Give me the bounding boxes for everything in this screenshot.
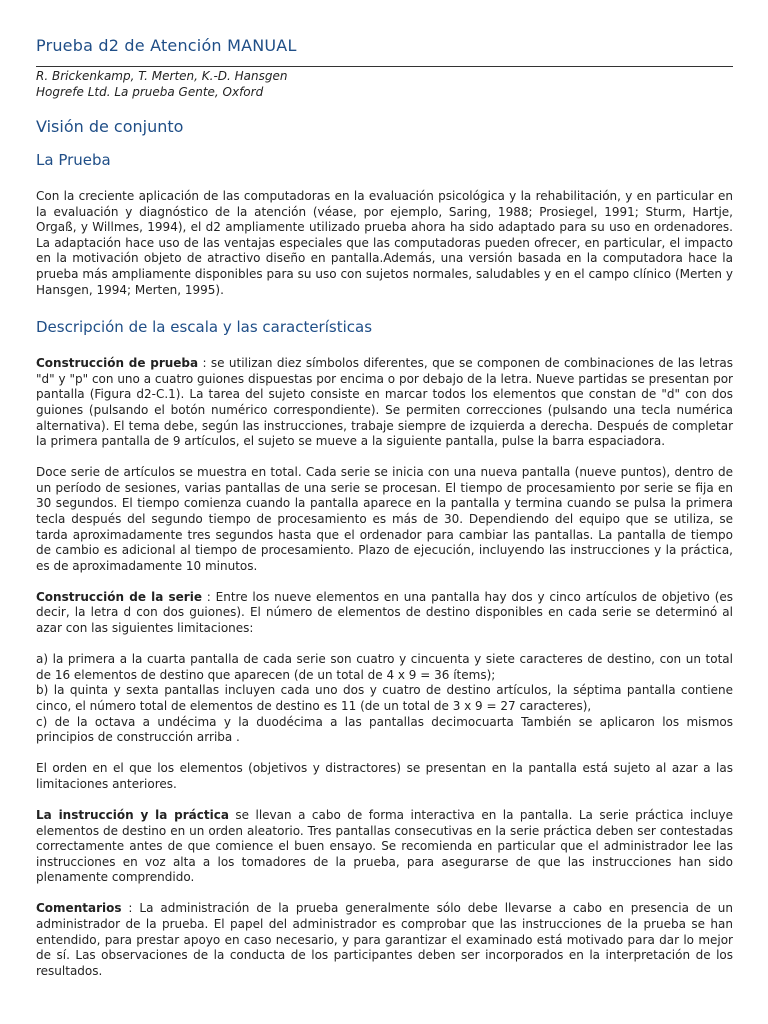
- subsection-heading-test: La Prueba: [36, 151, 111, 169]
- subsection-heading-description: Descripción de la escala y las características: [36, 318, 373, 337]
- title-divider: [36, 66, 733, 67]
- construction-text: : se utilizan diez símbolos diferentes, que se componen de combinaciones de las letras "d" y "p" con uno a cuatro guiones dispuestas por encima o por debajo de la letra. Nueve partidas se presentan por pantalla (Figura d2-C.1). La tarea del sujeto consiste en marcar todos los elementos que constan de "d" con dos guiones (pulsando el botón numérico correspondiente). Se permiten correcciones (pulsando una tecla numérica alternativa). El tema debe, según las instrucciones, trabaje siempre de izquierda a derecha. Después de completar la primera pantalla de 9 artículos, el sujeto se mueve a la siguiente pantalla, pulse la barra espaciadora.: [36, 356, 733, 449]
- term-comments: Comentarios: [36, 901, 122, 916]
- series-text: : Entre los nueve elementos en una pantalla hay dos y cinco artículos de objetivo (es decir, la letra d con dos guiones). El número de elementos de destino disponibles en cada serie se determinó al azar con las siguientes limitaciones:: [36, 589, 734, 636]
- paragraph-series-construction: [36, 590, 733, 637]
- authors-block: [36, 69, 732, 100]
- term-construction: Construcción de prueba: [36, 356, 199, 371]
- comments-text: : La administración de la prueba generalmente sólo debe llevarse a cabo en presencia de un administrador de la prueba. El papel del administrador es comprobar que las instrucciones de la prueba se han entendido, para prestar apoyo en caso necesario, y para garantizar el examinado está motivado para dar lo mejor de sí. Las observaciones de la conducta de los participantes deben ser incorporados en la interpretación de los resultados.: [36, 901, 733, 978]
- list-item-a: a) la primera a la cuarta pantalla de cada serie son cuatro y cincuenta y siete caracteres de destino, con un total de 16 elementos de destino que aparecen (de un total de 4 x 9 = 36 ítems);: [36, 652, 733, 682]
- paragraph-construction: [36, 356, 733, 450]
- term-instruction: La instrucción y la práctica: [36, 807, 229, 822]
- paragraph-comments: [36, 901, 733, 979]
- paragraph-series-count: Doce serie de artículos se muestra en total. Cada serie se inicia con una nueva pantalla (nueve puntos), dentro de un período de sesiones, varias pantallas de una serie se procesan. El tiempo de procesamiento por serie se fija en 30 segundos. El tiempo comienza cuando la pantalla aparece en la pantalla y termina cuando se pulsa la primera tecla después del segundo tiempo de procesamiento es más de 30. Dependiendo del equipo que se utiliza, se tarda aproximadamente tres segundos hasta que el ordenador para cambiar las pantallas. La pantalla de tiempo de cambio es adicional al tiempo de procesamiento. Plazo de ejecución, incluyendo las instrucciones y la práctica, es de aproximadamente 10 minutos.: [36, 465, 733, 573]
- term-series: Construcción de la serie: [36, 589, 202, 604]
- authors-line: R. Brickenkamp, T. Merten, K.-D. Hansgen: [36, 69, 288, 83]
- paragraph-instruction: [36, 808, 733, 886]
- instruction-text: se llevan a cabo de forma interactiva en la pantalla. La serie práctica incluye elementos de destino en un orden aleatorio. Tres pantallas consecutivas en la serie práctica deben ser contestadas correctamente antes de que comience el buen ensayo. Se recomienda en particular que el administrador lee las instrucciones en voz alta a los tomadores de la prueba, para asegurarse de que las instrucciones han sido plenamente comprendido.: [36, 807, 733, 885]
- list-item-c: c) de la octava a undécima y la duodécima a las pantallas decimocuarta También se aplicaron los mismos principios de construcción arriba .: [36, 714, 733, 745]
- paragraph-order: El orden en el que los elementos (objetivos y distractores) se presentan en la pantalla está sujeto al azar a las limitaciones anteriores.: [36, 761, 733, 791]
- publisher-line: Hogrefe Ltd. La prueba Gente, Oxford: [36, 84, 264, 99]
- paragraph-intro: Con la creciente aplicación de las computadoras en la evaluación psicológica y la rehabilitación, y en particular en la evaluación y diagnóstico de la atención (véase, por ejemplo, Saring, 1988; Prosiegel, 1991; Sturm, Hartje, Orgaß, y Willmes, 1994), el d2 ampliamente utilizado prueba ahora ha sido adaptado para su uso en ordenadores. La adaptación hace uso de las ventajas especiales que las computadoras pueden ofrecer, en particular, el impacto en la motivación objeto de atractivo diseño en pantalla.Además, una versión basada en la computadora hace la prueba más ampliamente disponibles para su uso con sujetos normales, saludables y en el campo clínico (Merten y Hansgen, 1994; Merten, 1995).: [36, 189, 733, 297]
- document-title: Prueba d2 de Atención MANUAL: [36, 36, 297, 55]
- list-item-b: b) la quinta y sexta pantallas incluyen cada uno dos y cuatro de destino artículos, la séptima pantalla contiene cinco, el número total de elementos de destino es 11 (de un total de 3 x 9 = 27 caracteres),: [36, 683, 733, 713]
- section-heading-overview: Visión de conjunto: [36, 117, 184, 136]
